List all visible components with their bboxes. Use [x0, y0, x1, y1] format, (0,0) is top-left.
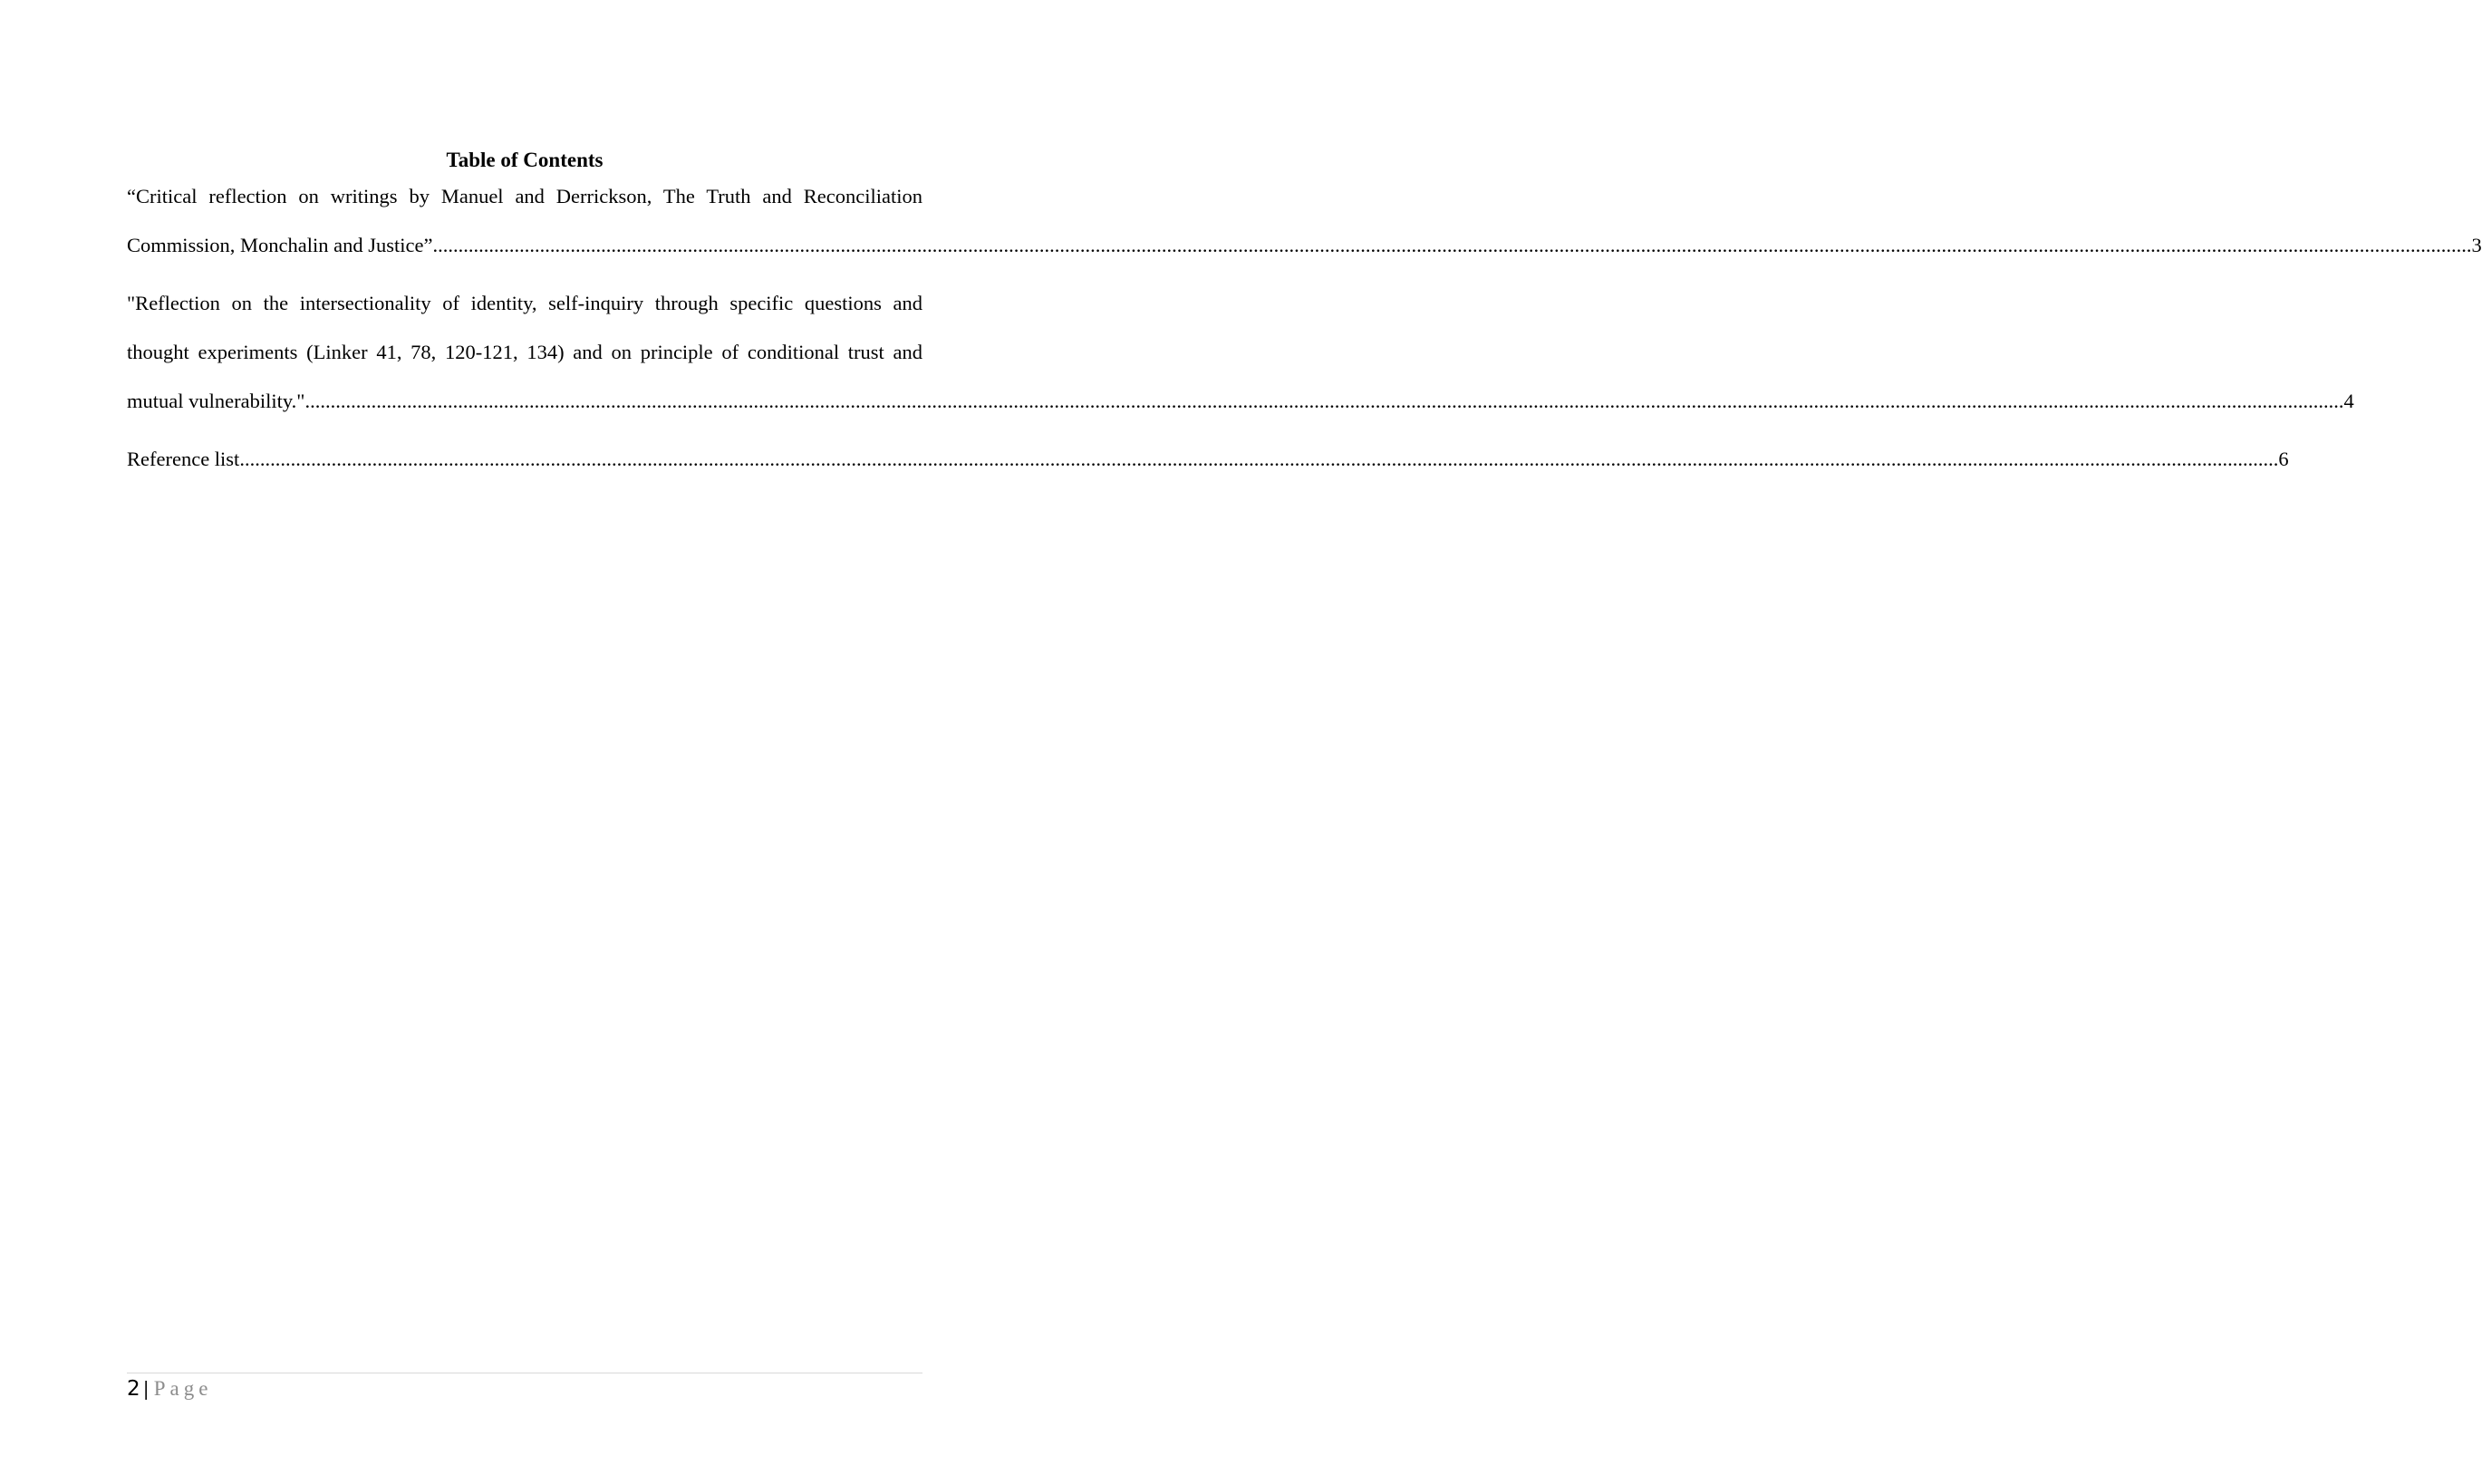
toc-entry-text: mutual vulnerability." [127, 390, 305, 412]
toc-title: Table of Contents [446, 149, 604, 171]
toc-entry-text: Reference list [127, 448, 240, 470]
footer-page-number: 2 [127, 1377, 140, 1401]
toc-entry[interactable] [127, 172, 2482, 270]
footer-separator: | [143, 1377, 149, 1400]
toc-page-number: 6 [2278, 448, 2289, 470]
table-of-contents [127, 172, 2482, 493]
toc-entry[interactable] [127, 435, 2289, 484]
toc-dot-leader: ................................................................................................................................................................................................................................................................................................................................................................................................................ [304, 390, 2344, 412]
toc-dot-leader: ................................................................................................................................................................................................................................................................................................................................................................................................................ [239, 448, 2279, 470]
toc-entry-text: Commission, Monchalin and Justice” [127, 234, 433, 256]
toc-entry-line [127, 221, 2482, 270]
toc-entry[interactable] [127, 279, 2354, 426]
footer-page-label: Page [153, 1377, 213, 1400]
toc-entry-line [127, 377, 2354, 426]
toc-entry-line: "Reflection on the intersectionality of identity, self-inquiry through specific questions and [127, 292, 922, 314]
toc-entry-line: “Critical reflection on writings by Manuel and Derrickson, The Truth and Reconciliation [127, 185, 922, 207]
toc-dot-leader: ................................................................................................................................................................................................................................................................................................................................................................................................................ [432, 234, 2472, 256]
page-footer [127, 1375, 212, 1402]
toc-page-number: 3 [2471, 234, 2482, 256]
toc-entry-line [127, 435, 2289, 484]
toc-page-number: 4 [2343, 390, 2354, 412]
toc-entry-line: thought experiments (Linker 41, 78, 120-121, 134) and on principle of conditional trust and [127, 341, 922, 363]
